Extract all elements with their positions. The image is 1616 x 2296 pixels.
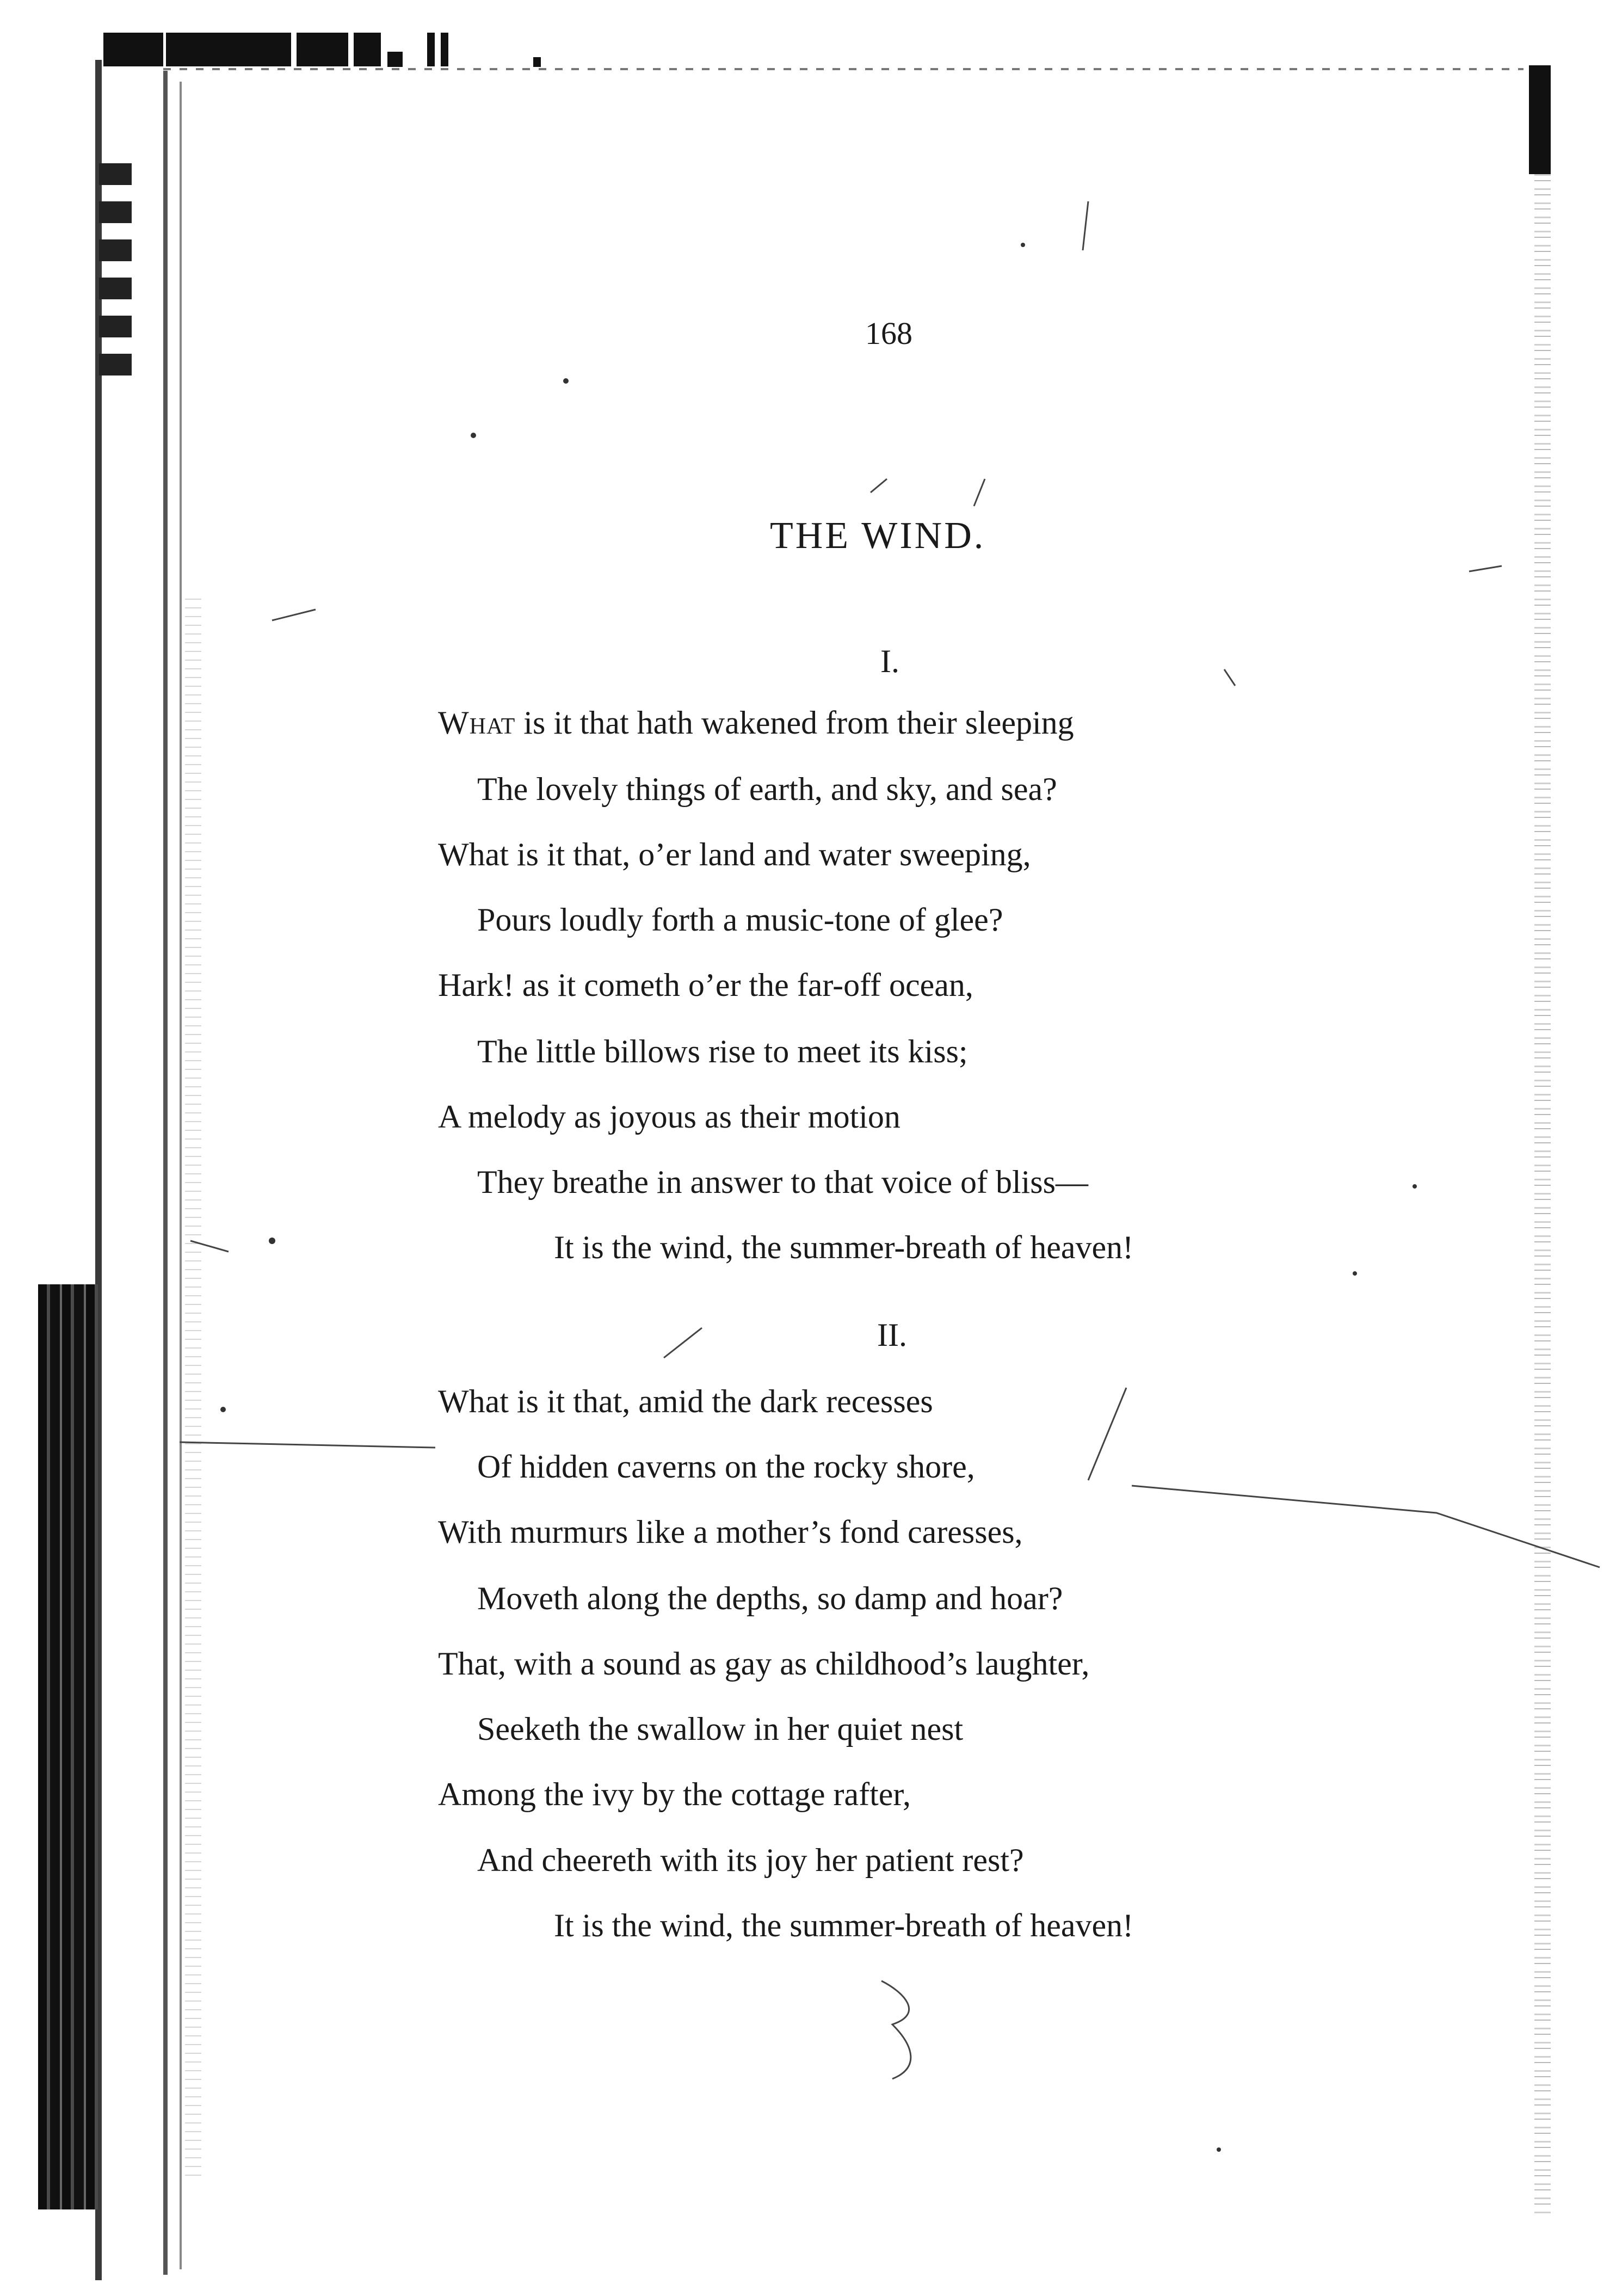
poem-line: Among the ivy by the cottage rafter, bbox=[438, 1776, 911, 1812]
stanza-numeral: II. bbox=[877, 1317, 907, 1353]
scan-edge-mark bbox=[354, 33, 381, 66]
refrain-line: It is the wind, the summer-breath of heaven! bbox=[554, 1229, 1134, 1265]
scan-noise bbox=[185, 599, 201, 2177]
poem-line: They breathe in answer to that voice of bliss— bbox=[477, 1164, 1089, 1200]
poem-line: The lovely things of earth, and sky, and sea? bbox=[477, 771, 1057, 807]
drop-word: What bbox=[438, 705, 516, 741]
poem-line: And cheereth with its joy her patient rest? bbox=[477, 1842, 1024, 1878]
scan-edge-mark bbox=[533, 57, 541, 67]
poem-line: What is it that, o’er land and water sweeping, bbox=[438, 836, 1031, 872]
scan-edge-mark bbox=[103, 33, 163, 66]
poem-line bbox=[438, 701, 1074, 744]
poem-title: THE WIND. bbox=[770, 515, 986, 557]
scan-dark-block bbox=[38, 1284, 98, 2209]
scan-edge-mark bbox=[441, 33, 448, 66]
poem-line: What is it that, amid the dark recesses bbox=[438, 1383, 933, 1419]
scan-edge-mark bbox=[166, 33, 291, 66]
poem-line: A melody as joyous as their motion bbox=[438, 1099, 900, 1135]
stanza-numeral: I. bbox=[880, 643, 899, 679]
refrain-line: It is the wind, the summer-breath of heaven! bbox=[554, 1907, 1134, 1943]
poem-line: The little billows rise to meet its kiss; bbox=[477, 1033, 968, 1069]
poem-line: Of hidden caverns on the rocky shore, bbox=[477, 1449, 975, 1485]
poem-line: That, with a sound as gay as childhood’s laughter, bbox=[438, 1646, 1090, 1682]
line-text: is it that hath wakened from their sleeping bbox=[515, 705, 1074, 741]
scan-left-border bbox=[163, 71, 168, 2275]
scan-edge-mark bbox=[297, 33, 348, 66]
scan-top-rule bbox=[163, 68, 1524, 70]
scan-edge-mark bbox=[99, 163, 132, 392]
scan-left-border bbox=[180, 82, 182, 2269]
poem-line: Pours loudly forth a music-tone of glee? bbox=[477, 902, 1003, 938]
scan-right-bar bbox=[1529, 65, 1551, 174]
poem-line: Moveth along the depths, so damp and hoar? bbox=[477, 1580, 1063, 1616]
poem-line: With murmurs like a mother’s fond caresses, bbox=[438, 1514, 1023, 1550]
scan-edge-mark bbox=[427, 33, 435, 66]
poem-line: Hark! as it cometh o’er the far-off ocean, bbox=[438, 967, 973, 1003]
scan-right-edge bbox=[1534, 174, 1551, 2215]
scan-edge-mark bbox=[387, 52, 403, 67]
page-number: 168 bbox=[865, 316, 912, 351]
poem-line: Seeketh the swallow in her quiet nest bbox=[477, 1711, 964, 1747]
